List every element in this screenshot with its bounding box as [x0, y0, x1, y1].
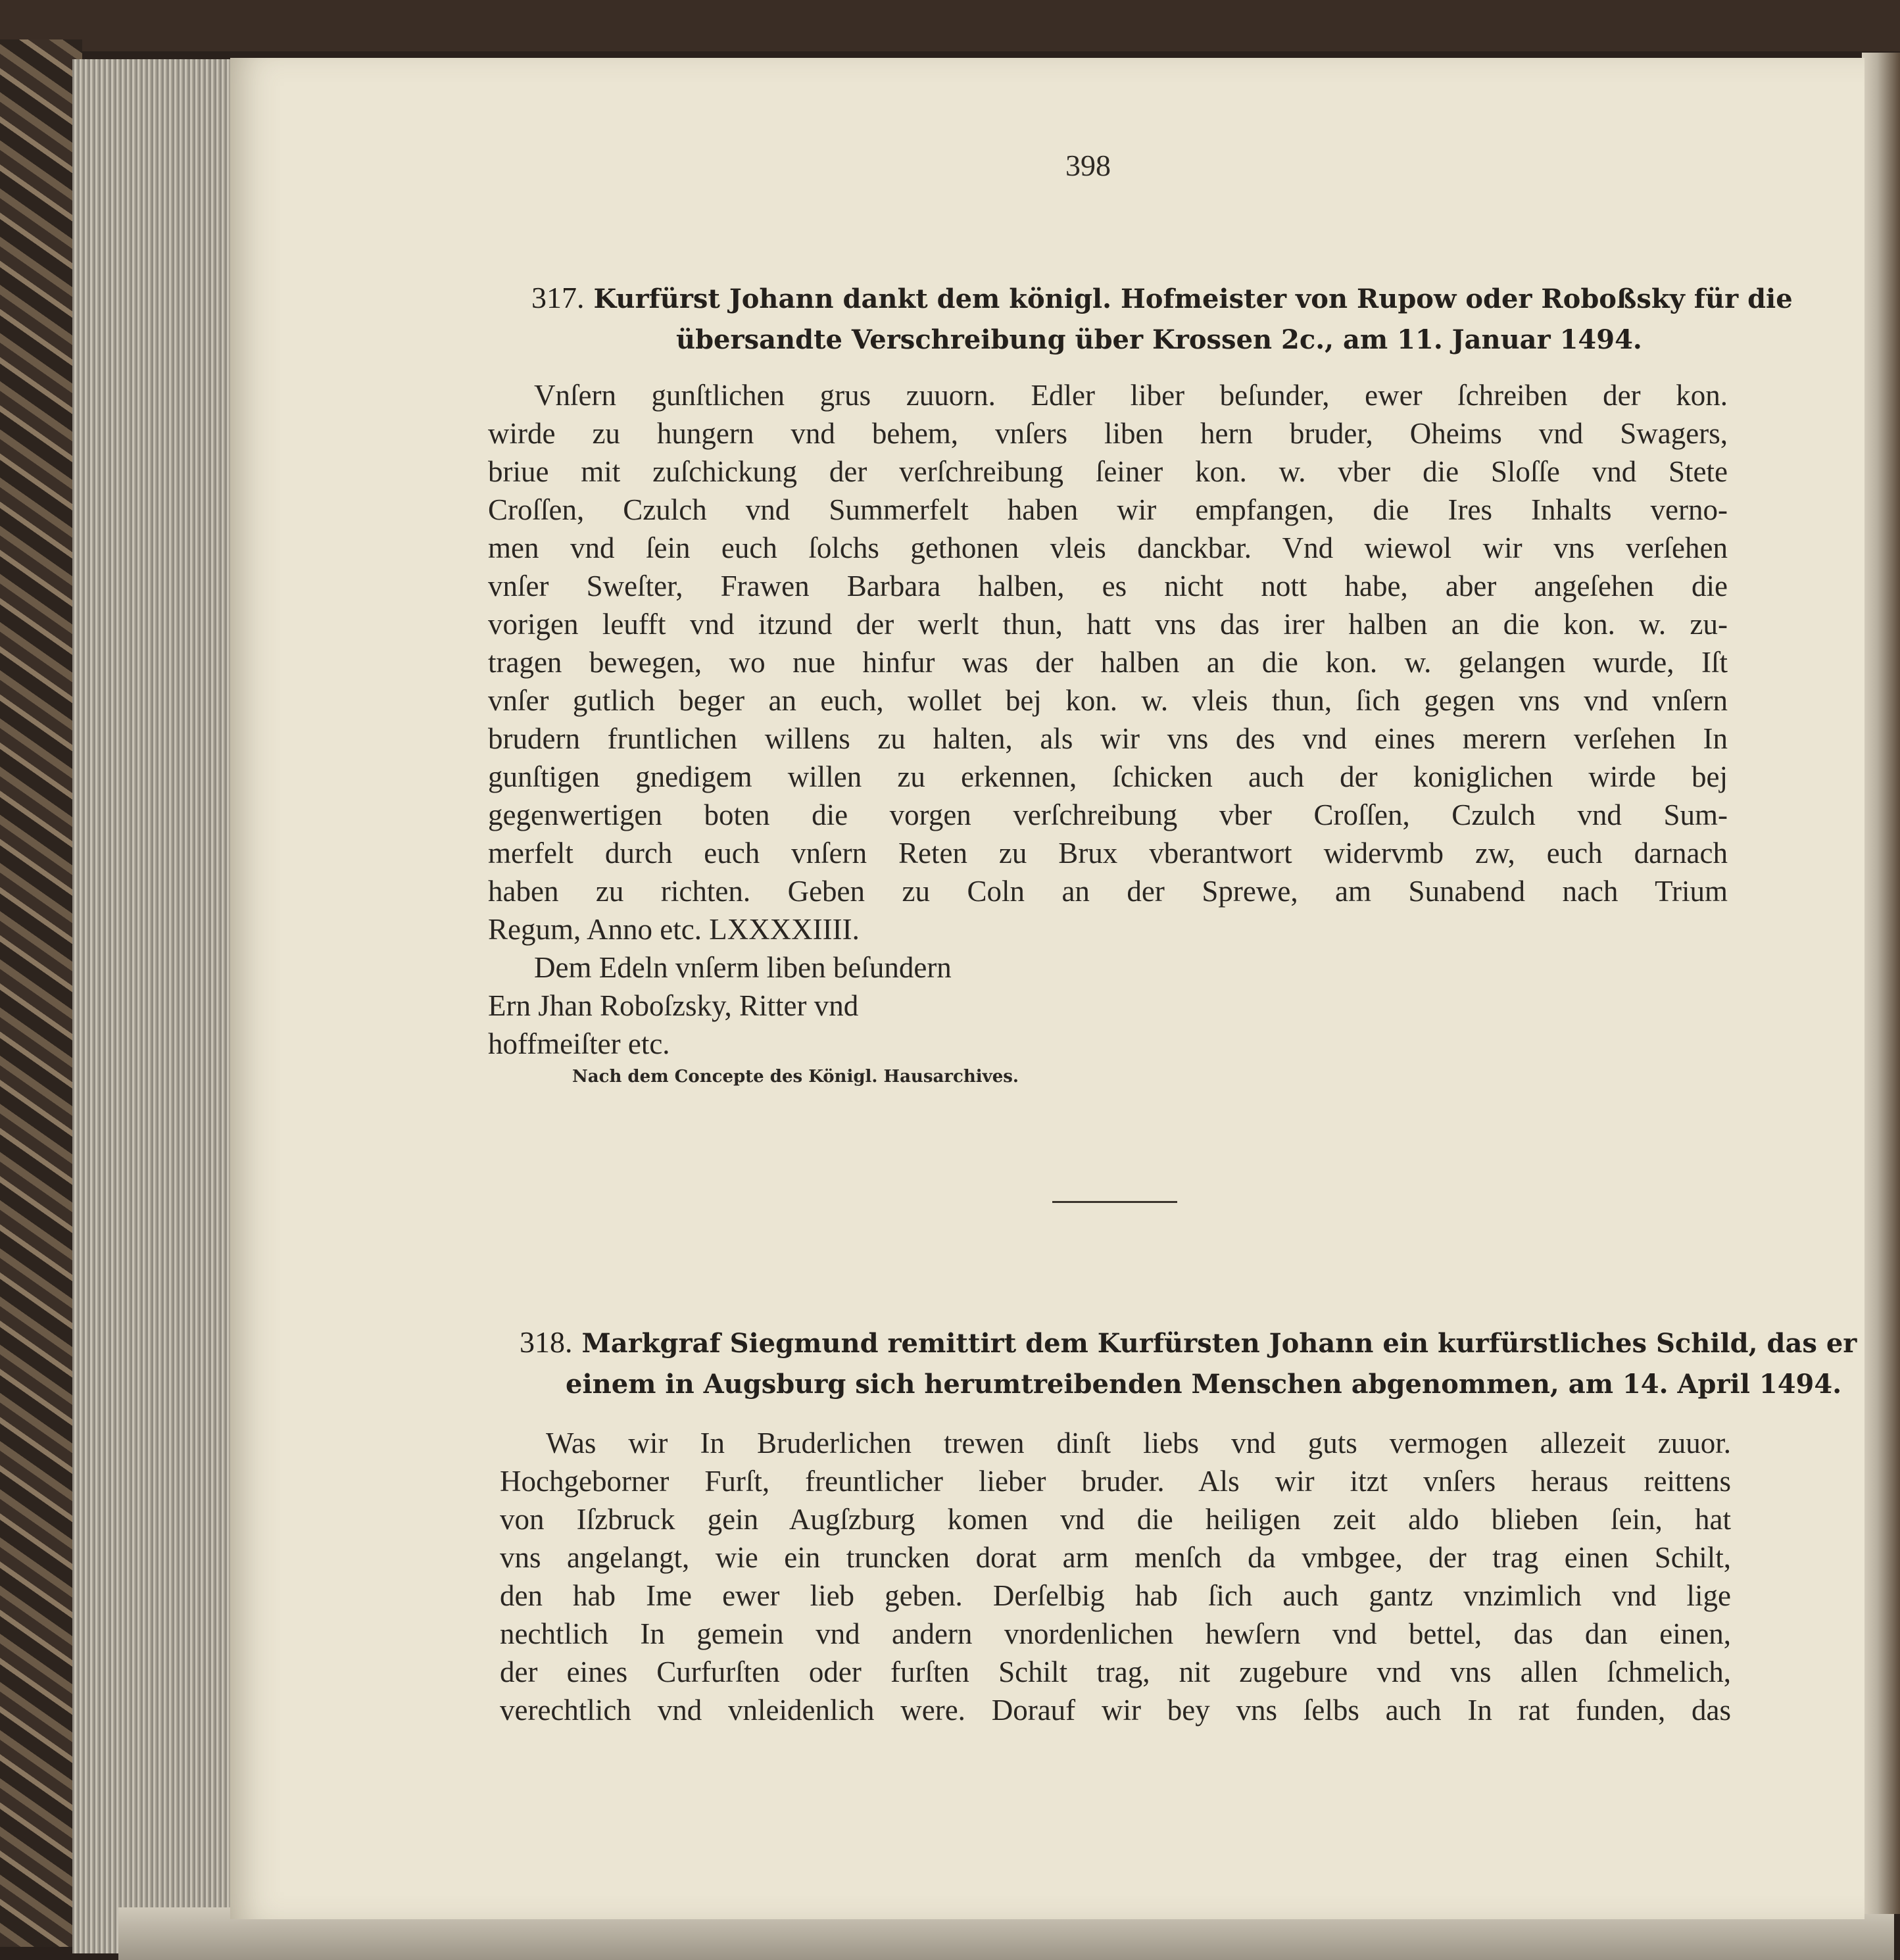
section-divider — [1052, 1201, 1177, 1203]
text-line: von Iſzbruck gein Augſzburg komen vnd die heiligen zeit aldo blieben ſein, hat — [500, 1503, 1731, 1536]
page-number: 398 — [1065, 149, 1111, 182]
doc-317-heading-line — [531, 278, 1793, 320]
doc-317-heading — [531, 278, 1793, 360]
facing-page-edge — [1862, 53, 1900, 1914]
doc-317-number: 317. — [531, 281, 585, 314]
address-line: Dem Edeln vnſerm liben beſundern — [534, 951, 952, 984]
text-line: vorigen leufft vnd itzund der werlt thun, hatt vns das irer halben an die kon. w. zu- — [488, 608, 1728, 641]
text-line: men vnd ſein euch ſolchs gethonen vleis danckbar. Vnd wiewol wir vns verſehen — [488, 531, 1728, 564]
doc-317-title-2: übersandte Verschreibung über Krossen 2c., am 11. Januar 1494. — [676, 324, 1642, 355]
address-line: hoffmeiſter etc. — [488, 1027, 670, 1060]
text-line: merfelt durch euch vnſern Reten zu Brux vberantwort widervmb zw, euch darnach — [488, 837, 1728, 870]
text-line: Regum, Anno etc. LXXXXIIII. — [488, 913, 860, 946]
text-line: verechtlich vnd vnleidenlich were. Dorauf wir bey vns ſelbs auch In rat funden, das — [500, 1694, 1731, 1727]
text-line: gunſtigen gnedigem willen zu erkennen, ſchicken auch der koniglichen wirde bej — [488, 760, 1728, 793]
text-line: nechtlich In gemein vnd andern vnordenlichen hewſern vnd bettel, das dan einen, — [500, 1617, 1731, 1650]
text-line: Was wir In Bruderlichen trewen dinſt liebs vnd guts vermogen allezeit zuuor. — [546, 1427, 1731, 1459]
doc-318-heading — [520, 1322, 1857, 1405]
text-line: der eines Curfurſten oder furſten Schilt trag, nit zugebure vnd vns allen ſchmelich, — [500, 1655, 1731, 1688]
doc-318-heading-line — [520, 1364, 1842, 1405]
text-line: Hochgeborner Furſt, freuntlicher lieber bruder. Als wir itzt vnſers heraus reittens — [500, 1465, 1731, 1498]
text-line: vns angelangt, wie ein truncken dorat arm menſch da vmbgee, der trag einen Schilt, — [500, 1541, 1731, 1574]
doc-318-heading-line — [520, 1322, 1857, 1364]
page-edges — [72, 59, 237, 1953]
doc-317-source-note: Nach dem Concepte des Königl. Hausarchives. — [572, 1067, 1019, 1087]
text-line: haben zu richten. Geben zu Coln an der Sprewe, am Sunabend nach Trium — [488, 875, 1728, 908]
text-line: Vnſern gunſtlichen grus zuuorn. Edler liber beſunder, ewer ſchreiben der kon. — [534, 379, 1728, 412]
book-cover-marbled — [0, 39, 82, 1947]
doc-317-body — [488, 376, 1728, 948]
text-line: wirde zu hungern vnd behem, vnſers liben hern bruder, Oheims vnd Swagers, — [488, 417, 1728, 450]
doc-318-title-1: Markgraf Siegmund remittirt dem Kurfürsten Johann ein kurfürstliches Schild, das er — [581, 1328, 1857, 1359]
text-line: den hab Ime ewer lieb geben. Derſelbig hab ſich auch gantz vnzimlich vnd lige — [500, 1579, 1731, 1612]
doc-318-number: 318. — [520, 1325, 573, 1359]
doc-317-address — [488, 948, 1409, 1063]
text-line: vnſer Sweſter, Frawen Barbara halben, es nicht nott habe, aber angeſehen die — [488, 570, 1728, 602]
doc-317-heading-line — [531, 320, 1725, 360]
text-line: gegenwertigen boten die vorgen verſchreibung vber Croſſen, Czulch vnd Sum- — [488, 798, 1728, 831]
doc-318-title-2: einem in Augsburg sich herumtreibenden Menschen abgenommen, am 14. April 1494. — [566, 1369, 1842, 1400]
text-line: briue mit zuſchickung der verſchreibung ſeiner kon. w. vber die Sloſſe vnd Stete — [488, 455, 1728, 488]
text-line: tragen bewegen, wo nue hinfur was der halben an die kon. w. gelangen wurde, Iſt — [488, 646, 1728, 679]
doc-317-title-1: Kurfürst Johann dankt dem königl. Hofmeister von Rupow oder Roboßsky für die — [593, 283, 1793, 314]
address-line: Ern Jhan Roboſzsky, Ritter vnd — [488, 989, 859, 1022]
doc-318-body — [500, 1424, 1731, 1729]
text-line: brudern fruntlichen willens zu halten, als wir vns des vnd eines merern verſehen In — [488, 722, 1728, 755]
text-line: vnſer gutlich beger an euch, wollet bej kon. w. vleis thun, ſich gegen vns vnd vnſern — [488, 684, 1728, 717]
book-cover-top — [0, 0, 1900, 51]
text-line: Croſſen, Czulch vnd Summerfelt haben wir empfangen, die Ires Inhalts verno- — [488, 493, 1728, 526]
